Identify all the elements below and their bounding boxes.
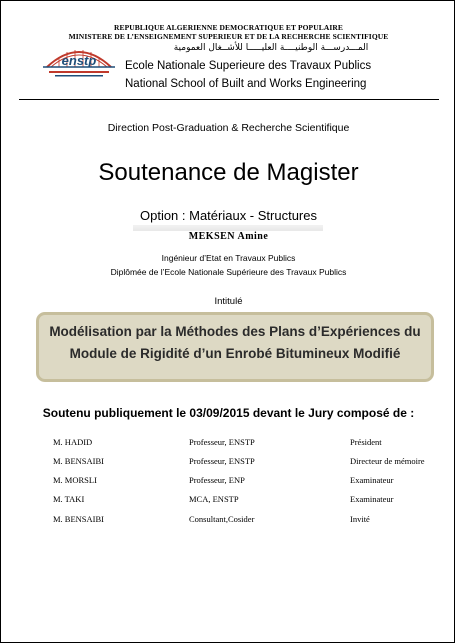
jury-member-role: Directeur de mémoire	[350, 456, 425, 466]
credential-line-2: Diplômée de l’Ecole Nationale Supérieure des Travaux Publics	[110, 267, 347, 277]
credential-line-1: Ingénieur d’Etat en Travaux Publics	[161, 253, 296, 263]
jury-member-role: Président	[350, 437, 382, 447]
jury-member-grade: Professeur, ENSTP	[189, 456, 255, 466]
thesis-title-line-1: Modélisation par la Méthodes des Plans d’Expériences du	[49, 324, 421, 339]
jury-member-name: M. BENSAIBI	[53, 514, 105, 524]
jury-member-role: Examinateur	[350, 494, 394, 504]
author-name: MEKSEN Amine	[188, 231, 269, 242]
jury-row	[1, 475, 455, 493]
school-name-english: National School of Built and Works Engineering	[125, 78, 367, 90]
jury-member-role: Invité	[350, 514, 370, 524]
jury-row	[1, 437, 455, 455]
jury-member-grade: Professeur, ENSTP	[189, 437, 255, 447]
thesis-title-box	[36, 312, 434, 382]
jury-member-name: M. HADID	[53, 437, 93, 447]
jury-row	[1, 456, 455, 474]
republic-line: REPUBLIQUE ALGERIENNE DEMOCRATIQUE ET POPULAIRE	[113, 23, 344, 32]
jury-row	[1, 494, 455, 512]
option-line: Option : Matériaux - Structures	[139, 208, 317, 223]
jury-heading: Soutenu publiquement le 03/09/2015 devant le Jury composé de :	[42, 406, 415, 420]
jury-member-name: M. BENSAIBI	[53, 456, 105, 466]
jury-row	[1, 514, 455, 532]
jury-member-role: Examinateur	[350, 475, 394, 485]
logo-text: enstp	[61, 53, 97, 68]
jury-member-name: M. MORSLI	[53, 475, 97, 485]
ministry-line: MINISTERE DE L’ENSEIGNEMENT SUPERIEUR ET DE LA RECHERCHE SCIENTIFIQUE	[68, 32, 389, 41]
jury-member-name: M. TAKI	[53, 494, 85, 504]
enstp-logo	[41, 41, 117, 79]
thesis-title-line-2: Module de Rigidité d’un Enrobé Bitumineux Modifié	[69, 346, 401, 361]
direction-line: Direction Post-Graduation & Recherche Scientifique	[107, 122, 350, 134]
jury-member-grade: Professeur, ENP	[189, 475, 245, 485]
header-divider	[19, 99, 439, 100]
intitule-label: Intitulé	[214, 296, 243, 307]
page-title: Soutenance de Magister	[98, 159, 359, 186]
jury-member-grade: MCA, ENSTP	[189, 494, 239, 504]
school-name-arabic: المـــدرســـة الوطنيــــة العليـــــا للأشــغال العمومية	[173, 43, 369, 53]
jury-member-grade: Consultant,Cosider	[189, 514, 255, 524]
school-name-french: Ecole Nationale Superieure des Travaux Publics	[125, 60, 372, 72]
